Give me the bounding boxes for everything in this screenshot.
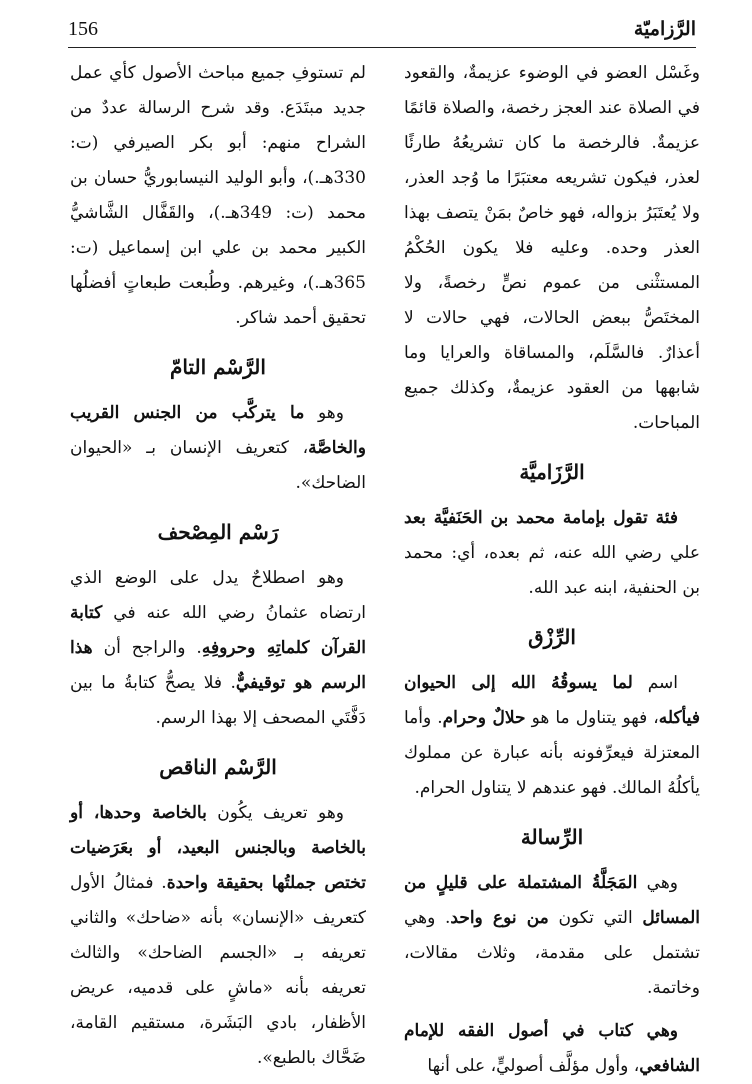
page-number: 156 bbox=[68, 17, 98, 40]
tam-bold-1: ما يتركَّب من الجنس القريب والخاصَّة bbox=[70, 403, 366, 458]
rizq-paragraph bbox=[404, 666, 700, 806]
running-title: الرَّزاميّة bbox=[633, 18, 696, 40]
naqis-bold-1: بالخاصة وحدها، أو بالخاصة وبالجنس البعيد، أو بعَرَضيات تختص جملتُها بحقيقة واحدة bbox=[70, 803, 366, 893]
heading-razamiyya: الرَّزَاميَّة bbox=[519, 460, 585, 484]
continuation-paragraph: لم تستوفِ جميع مباحث الأصول كأي عمل جديد مبتَدَع. وقد شرح الرسالة عددٌ من الشراح منهم: أبو بكر الصيرفي (ت: 330هـ.)، وأبو الوليد النيسابوريُّ حسان بن محمد (ت: 349هـ.)، والقَفَّال الشَّاشيُّ الكبير محمد بن علي ابن إسماعيل (ت: 365هـ.)، وغيرهم. وطُبعت طبعاتٍ أفضلُها تحقيق أحمد شاكر. bbox=[70, 63, 366, 328]
heading-rasm-mushaf: رَسْم المِصْحف bbox=[157, 520, 279, 544]
mushaf-bold-1: كتابة القرآن كلماتِهِ وحروفِهِ bbox=[70, 603, 366, 658]
rasm-naqis-paragraph bbox=[70, 796, 366, 1076]
risala-paragraph bbox=[404, 866, 700, 1006]
risala-text-2: التي تكون bbox=[548, 908, 643, 928]
intro-paragraph: وغَسْل العضو في الوضوء عزيمةٌ، والقعود في الصلاة عند العجز رخصة، والصلاة قائمًا عزيمةٌ. فالرخصة ما كان تشريعُهُ طارئًا لعذر، فيكون تشريعه معتبَرًا ما وُجد العذر، ولا يُعتَبَرُ بزواله، فهو خاصٌ بمَنْ يتصف بهذا العذر وحده. وعليه فلا يكون الحُكْمُ المستثْنى من عموم نصٍّ رخصةً، ولا المختَصُّ ببعض الحالات، فهي حالات لا أعذارٌ. فالسَّلَم، والمساقاة والعرايا وما شابهها من العقود عزيمةٌ، وكذلك جميع المباحات. bbox=[404, 63, 700, 433]
heading-rizq: الرِّزْق bbox=[528, 625, 576, 649]
header-rule bbox=[68, 47, 696, 48]
page-header bbox=[68, 14, 696, 44]
heading-rasm-tam: الرَّسْم التامّ bbox=[170, 355, 266, 379]
razamiyya-text: علي رضي الله عنه، ثم بعده، أي: محمد بن الحنفية، ابنه عبد الله. bbox=[404, 543, 700, 598]
naqis-text-1: وهو تعريف يكُون bbox=[206, 803, 344, 823]
tam-text-1: وهو bbox=[304, 403, 344, 423]
heading-risala: الرِّسالة bbox=[520, 825, 584, 849]
razamiyya-bold: فئة تقول بإمامة محمد بن الحَنَفيَّة بعد bbox=[404, 508, 678, 528]
risala2-text: ، وأول مؤلَّف أصوليٍّ، على أنها bbox=[427, 1056, 640, 1076]
rizq-text-1: اسم bbox=[632, 673, 678, 693]
risala-second-paragraph bbox=[404, 1014, 700, 1084]
risala-text-1: وهي bbox=[637, 873, 679, 893]
risala-text-3: . وهي تشتمل على مقدمة، وثلاث مقالات، وخاتمة. bbox=[404, 908, 700, 998]
risala-bold-1: المَجَلَّةُ المشتملة على قليلٍ من المسائل bbox=[404, 873, 701, 928]
rasm-tam-paragraph bbox=[70, 396, 366, 501]
mushaf-text-3: . فلا يصحُّ كتابةُ ما بين دَفَّتَي المصحف إلا بهذا الرسم. bbox=[70, 673, 366, 728]
naqis-text-2: . فمثالُ الأول كتعريف «الإنسان» بأنه «ضاحك» والثاني تعريفه بـ «الجسم الضاحك» والثالث تعريفه بأنه «ماشٍ على قدميه، عريض الأظفار، بادي البَشَرة، مستقيم القامة، ضَحَّاك بالطبع». bbox=[70, 873, 366, 1068]
right-column bbox=[404, 56, 700, 1084]
rizq-bold-2: حلالٌ وحرام bbox=[442, 708, 526, 728]
razamiyya-paragraph bbox=[404, 501, 700, 606]
rizq-bold-1: لما يسوقُهُ الله إلى الحيوان فيأكله bbox=[404, 673, 700, 728]
risala2-bold: وهي كتاب في أصول الفقه للإمام الشافعي bbox=[404, 1021, 700, 1076]
risala-bold-2: من نوع واحد bbox=[450, 908, 549, 928]
left-column bbox=[70, 56, 366, 1076]
mushaf-bold-2: هذا الرسم هو توقيفيٌّ bbox=[70, 638, 366, 693]
mushaf-text-2: . والراجح أن bbox=[92, 638, 202, 658]
tam-text-2: ، كتعريف الإنسان بـ «الحيوان الضاحك». bbox=[70, 438, 366, 493]
mushaf-text-1: وهو اصطلاحٌ يدل على الوضع الذي ارتضاه عثمانُ رضي الله عنه في bbox=[70, 568, 366, 623]
rasm-mushaf-paragraph bbox=[70, 561, 366, 736]
rizq-text-2: ، فهو يتناول ما هو bbox=[525, 708, 659, 728]
rizq-text-3: . وأما المعتزلة فيعرِّفونه بأنه عبارة عن مملوك يأكلُهُ المالك. فهو عندهم لا يتناول الحرام. bbox=[404, 708, 700, 798]
heading-rasm-naqis: الرَّسْم الناقص bbox=[159, 755, 277, 779]
